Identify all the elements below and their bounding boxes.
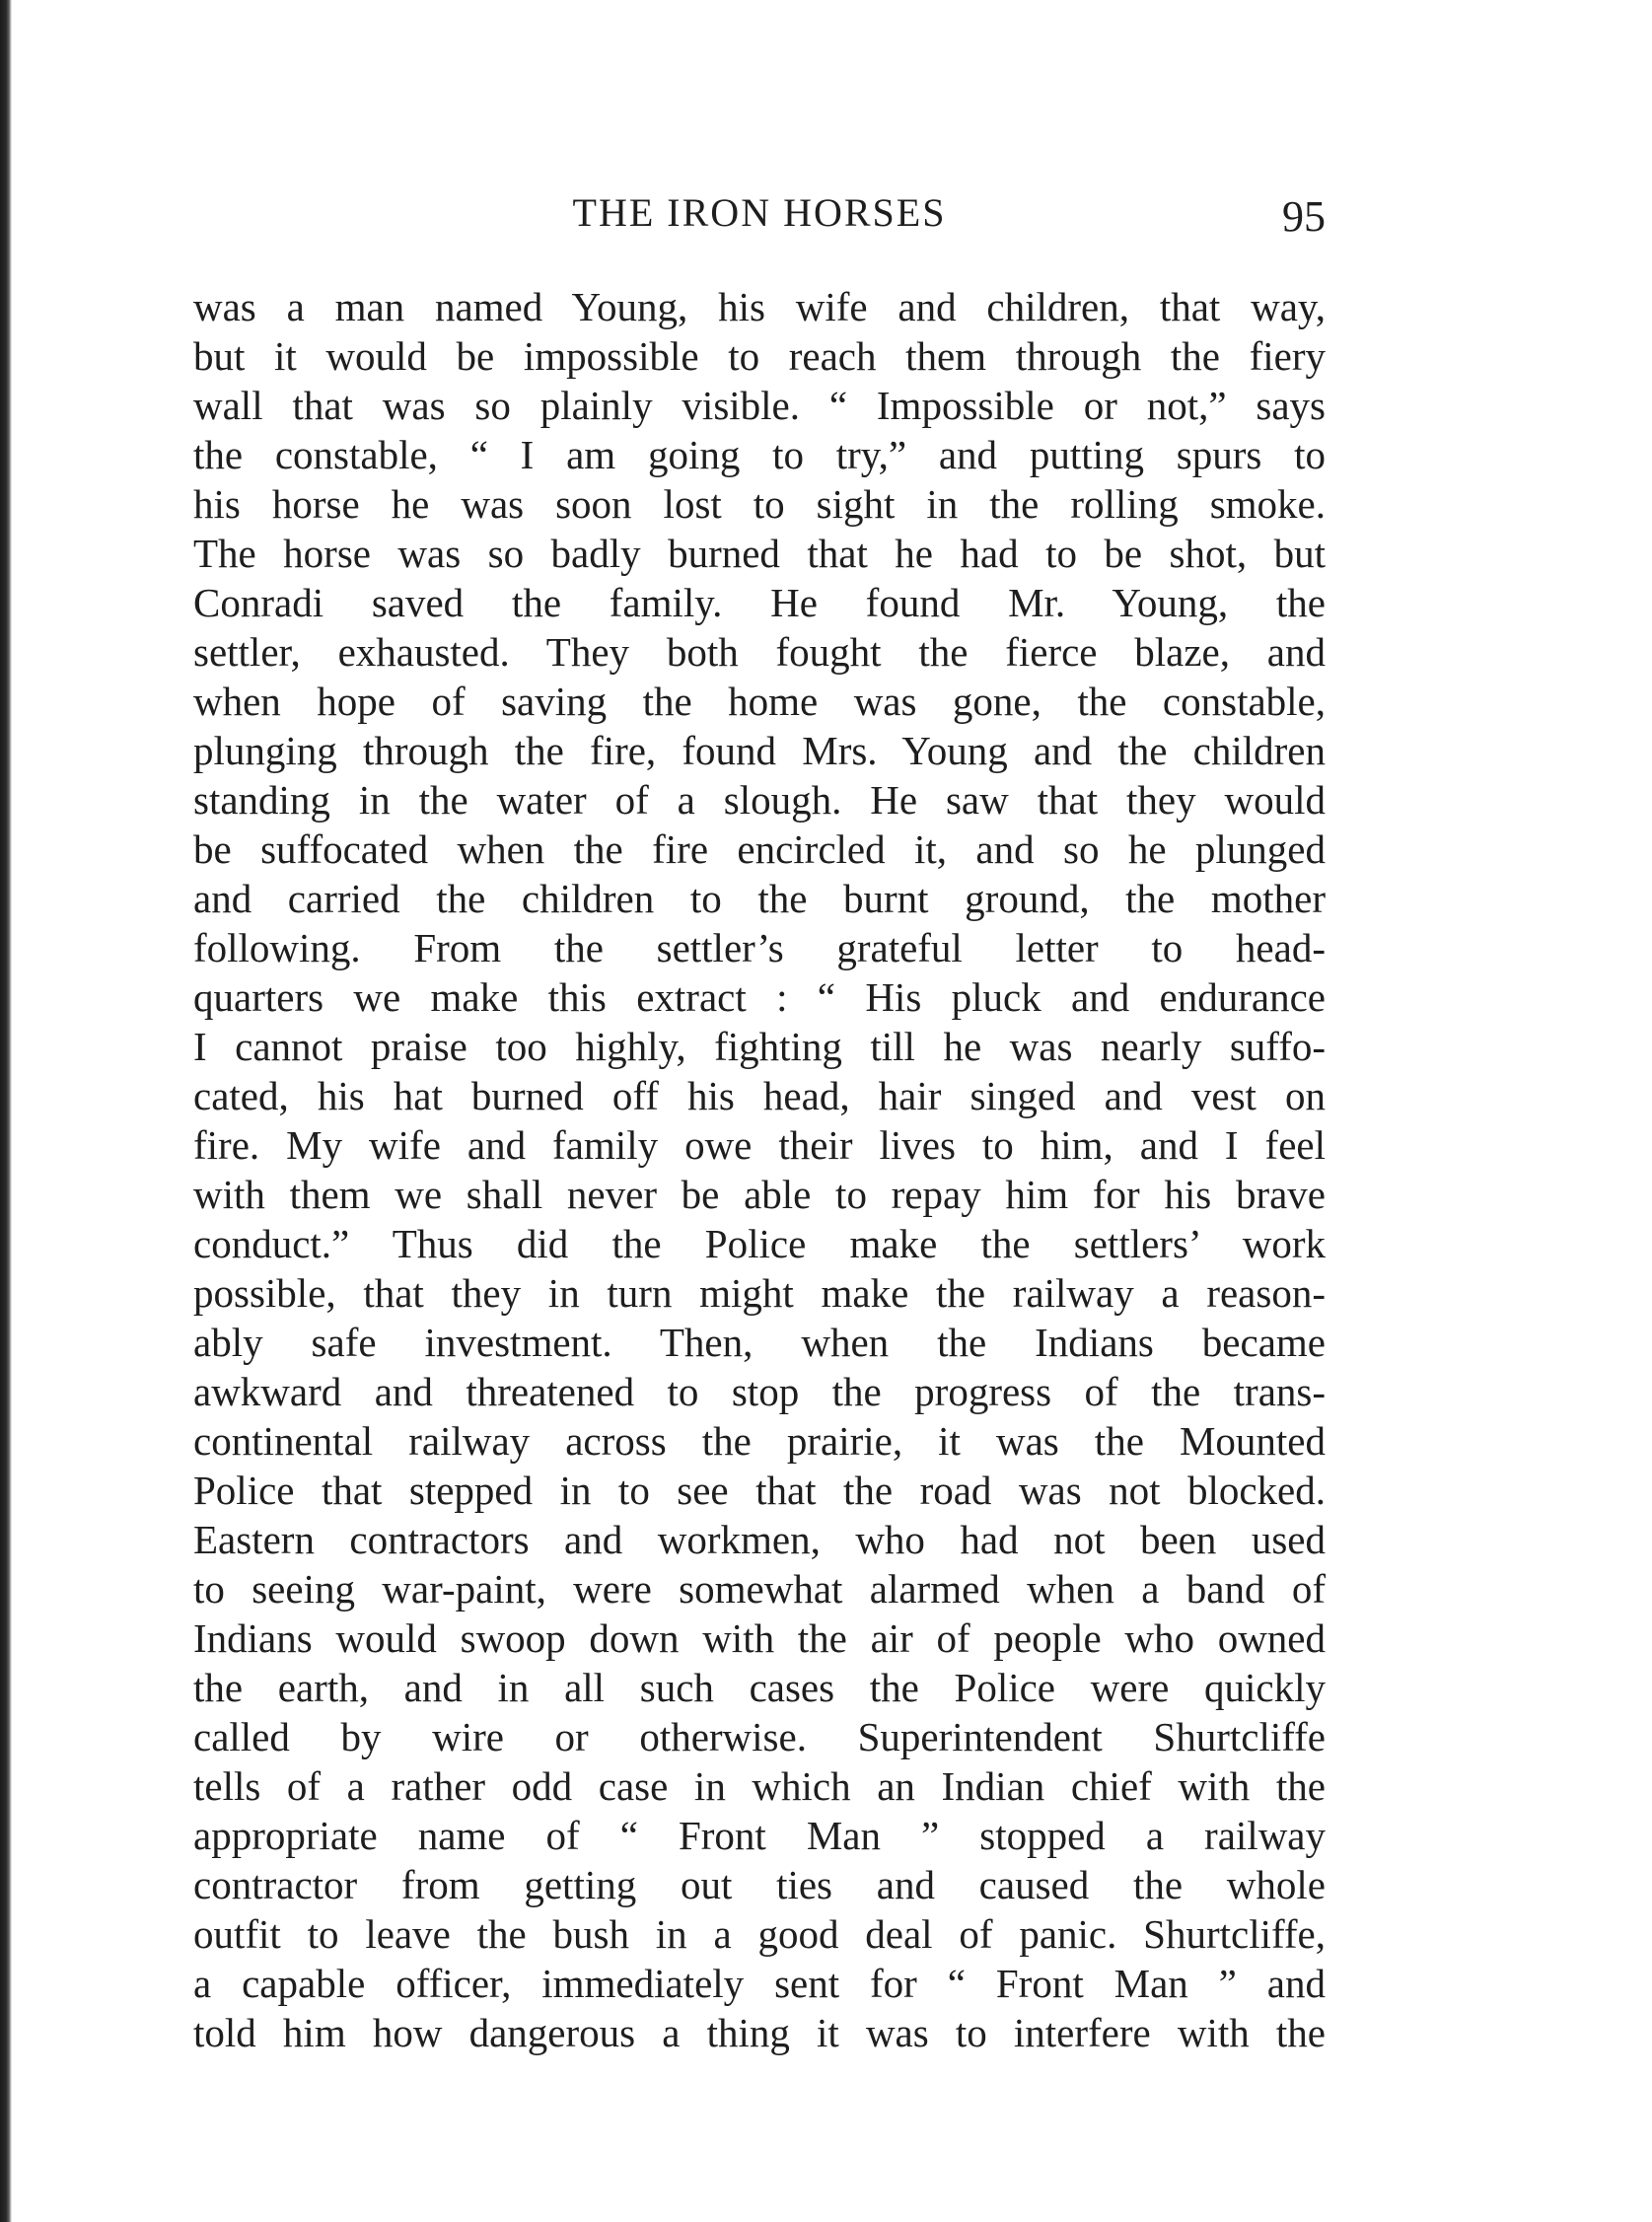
text-line: contractor from getting out ties and caused the whole (193, 1862, 1326, 1907)
text-line: with them we shall never be able to repay him for his brave (193, 1172, 1326, 1217)
text-line: Eastern contractors and workmen, who had not been used (193, 1517, 1326, 1562)
text-line: Conradi saved the family. He found Mr. Young, the (193, 580, 1326, 625)
text-line: when hope of saving the home was gone, the constable, (193, 679, 1326, 724)
text-line: quarters we make this extract : “ His pluck and endurance (193, 974, 1326, 1020)
text-line: outfit to leave the bush in a good deal of panic. Shurtcliffe, (193, 1911, 1326, 1957)
text-line: awkward and threatened to stop the progress of the trans- (193, 1369, 1326, 1414)
text-line: continental railway across the prairie, it was the Mounted (193, 1418, 1326, 1464)
text-line: was a man named Young, his wife and children, that way, (193, 284, 1326, 329)
text-line: The horse was so badly burned that he had to be shot, but (193, 531, 1326, 576)
text-line: ably safe investment. Then, when the Indians became (193, 1320, 1326, 1365)
text-line: the earth, and in all such cases the Police were quickly (193, 1665, 1326, 1710)
text-line: tells of a rather odd case in which an Indian chief with the (193, 1763, 1326, 1809)
text-line: wall that was so plainly visible. “ Impossible or not,” says (193, 383, 1326, 428)
text-line: but it would be impossible to reach them through the fiery (193, 333, 1326, 379)
text-line: plunging through the fire, found Mrs. Young and the children (193, 728, 1326, 773)
text-line: standing in the water of a slough. He saw that they would (193, 777, 1326, 823)
text-line: a capable officer, immediately sent for “ Front Man ” and (193, 1961, 1326, 2006)
page-header (193, 189, 1326, 249)
text-line: I cannot praise too highly, fighting till he was nearly suffo- (193, 1024, 1326, 1069)
text-line: cated, his hat burned off his head, hair singed and vest on (193, 1073, 1326, 1118)
text-line: be suffocated when the fire encircled it, and so he plunged (193, 826, 1326, 872)
text-line: the constable, “ I am going to try,” and putting spurs to (193, 432, 1326, 477)
text-line: possible, that they in turn might make the railway a reason- (193, 1270, 1326, 1316)
text-line: his horse he was soon lost to sight in the rolling smoke. (193, 481, 1326, 527)
text-line: fire. My wife and family owe their lives to him, and I feel (193, 1122, 1326, 1168)
text-line: called by wire or otherwise. Superintendent Shurtcliffe (193, 1714, 1326, 1759)
text-line: told him how dangerous a thing it was to interfere with the (193, 2010, 1326, 2055)
text-line: settler, exhausted. They both fought the fierce blaze, and (193, 629, 1326, 675)
text-line: Indians would swoop down with the air of people who owned (193, 1615, 1326, 1661)
page-binding-edge (0, 0, 12, 2222)
text-line: conduct.” Thus did the Police make the settlers’ work (193, 1221, 1326, 1266)
text-line: to seeing war-paint, were somewhat alarmed when a band of (193, 1566, 1326, 1612)
text-line: following. From the settler’s grateful letter to head- (193, 925, 1326, 970)
page-number: 95 (1282, 192, 1326, 241)
text-line: appropriate name of “ Front Man ” stopped a railway (193, 1813, 1326, 1858)
running-head: THE IRON HORSES (572, 190, 947, 235)
body-text (193, 282, 1326, 2057)
text-line: and carried the children to the burnt ground, the mother (193, 876, 1326, 921)
text-line: Police that stepped in to see that the road was not blocked. (193, 1468, 1326, 1513)
